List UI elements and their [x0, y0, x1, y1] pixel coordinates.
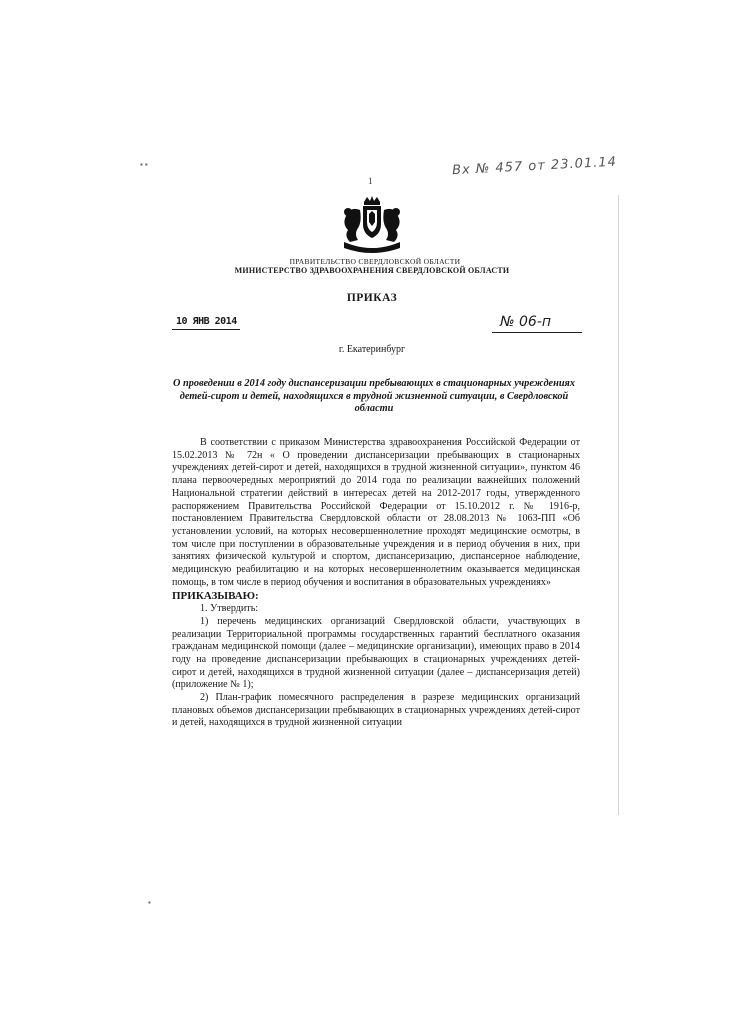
document-body [172, 437, 580, 730]
number-underline [492, 332, 582, 333]
coat-of-arms-emblem [334, 196, 410, 258]
document-number: № 06-п [500, 314, 552, 330]
order-heading: ПРИКАЗЫВАЮ: [172, 590, 259, 603]
date-underline [172, 329, 240, 330]
handwritten-registration-note: Вх № 457 от 23.01.14 [451, 154, 618, 179]
document-subject: О проведении в 2014 году диспансеризации пребывающих в стационарных учреждениях детей-сирот и детей, находящихся в трудной жизненной ситуации, в Свердловской области [172, 378, 576, 414]
preamble-paragraph: В соответствии с приказом Министерства здравоохранения Российской Федерации от 15.02.2013 № 72н « О проведении диспансеризации пребывающих в стационарных учреждениях детей-сирот и детей, находящихся в трудной жизненной ситуации», пунктом 46 плана первоочередных мероприятий до 2014 года по реализации важнейших положений Национальной стратегии действий в интересах детей на 2012-2017 годы, утвержденного распоряжением Правительства Российской Федерации от 15.10.2012 г. № 1916-р, постановлением Правительства Свердловской области от 28.08.2013 № 1063-ПП «Об установлении условий, на которых несовершеннолетние проходят медицинские осмотры, в том числе при поступлении в образовательные учреждения и в период обучения в них, при занятиях физической культурой и спортом, диспансеризацию, диспансерное наблюдение, медицинскую реабилитацию и на которых несовершеннолетним оказывается медицинская помощь, в том числе в период обучения и воспитания в образовательных учреждениях» [172, 437, 580, 588]
scan-mark: ▪ [148, 898, 151, 907]
document-date: 10 ЯНВ 2014 [176, 316, 237, 327]
order-item-1-2: 2) План-график помесячного распределения в разрезе медицинских организаций плановых объемов диспансеризации пребывающих в стационарных учреждениях детей-сирот и детей, находящихся в трудной жизненной ситуации [172, 692, 580, 729]
margin-line [618, 195, 619, 815]
order-item-1: 1. Утвердить: [200, 603, 259, 615]
ministry-name: МИНИСТЕРСТВО ЗДРАВООХРАНЕНИЯ СВЕРДЛОВСКОЙ ОБЛАСТИ [234, 266, 510, 275]
page-number: 1 [368, 176, 373, 186]
scan-mark: ▪ ▪ [140, 160, 148, 169]
government-name: ПРАВИТЕЛЬСТВО СВЕРДЛОВСКОЙ ОБЛАСТИ [289, 257, 461, 266]
document-city: г. Екатеринбург [338, 344, 406, 355]
order-item-1-1: 1) перечень медицинских организаций Свердловской области, участвующих в реализации Территориальной программы государственных гарантий бесплатного оказания гражданам медицинской помощи (далее – медицинские организации), имеющих право в 2014 году на проведение диспансеризации пребывающих в стационарных учреждениях детей-сирот и детей, находящихся в трудной жизненной ситуации (далее – диспансеризация детей) (приложение № 1); [172, 615, 580, 691]
document-title: ПРИКАЗ [346, 292, 398, 304]
